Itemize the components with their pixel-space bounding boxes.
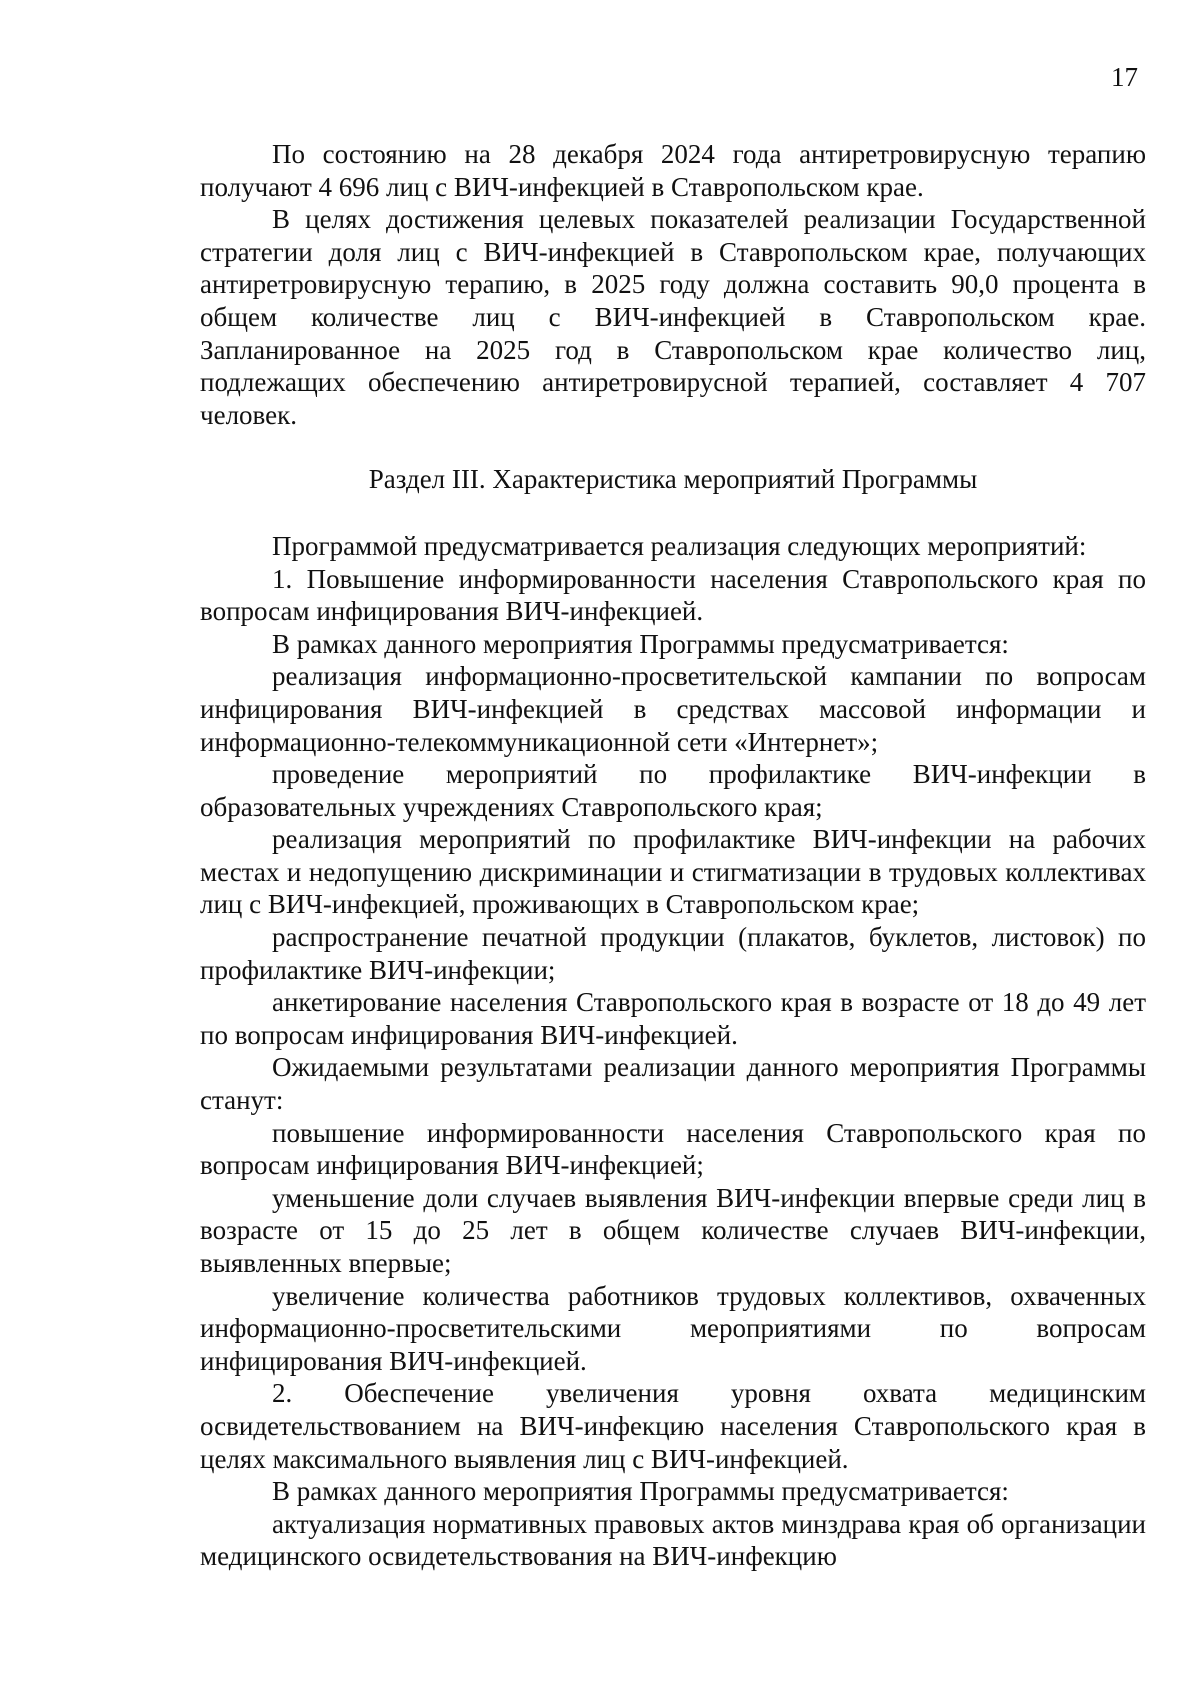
paragraph: В рамках данного мероприятия Программы предусматривается:: [272, 1476, 1009, 1507]
paragraph: Программой предусматривается реализация следующих мероприятий:: [272, 530, 1087, 561]
paragraph: актуализация нормативных правовых актов минздрава края об организации медицинского освидетельствования на ВИЧ-инфекцию: [200, 1508, 1146, 1572]
paragraph: В рамках данного мероприятия Программы предусматривается:: [272, 628, 1009, 659]
paragraph: В целях достижения целевых показателей реализации Государственной стратегии доля лиц с ВИЧ-инфекцией в Ставропольском крае, получающих антиретровирусную терапию, в 2025 году должна составить 90,0 процента в общем количестве лиц с ВИЧ-инфекцией в Ставропольском крае. Запланированное на 2025 год в Ставропольском крае количество лиц, подлежащих обеспечению антиретровирусной терапией, составляет 4 707 человек.: [200, 204, 1146, 430]
paragraph: 2. Обеспечение увеличения уровня охвата медицинским освидетельствованием на ВИЧ-инфекцию населения Ставропольского края в целях максимального выявления лиц с ВИЧ-инфекцией.: [200, 1378, 1146, 1474]
paragraph: проведение мероприятий по профилактике ВИЧ-инфекции в образовательных учреждениях Ставропольского края;: [200, 759, 1146, 822]
paragraph: увеличение количества работников трудовых коллективов, охваченных информационно-просветительскими мероприятиями по вопросам инфицирования ВИЧ-инфекцией.: [200, 1280, 1146, 1376]
paragraph: повышение информированности населения Ставропольского края по вопросам инфицирования ВИЧ-инфекцией;: [200, 1117, 1146, 1181]
paragraph: реализация информационно-просветительской кампании по вопросам инфицирования ВИЧ-инфекцией в средствах массовой информации и информационно-телекоммуникационной сети «Интернет»;: [200, 661, 1146, 757]
paragraph: По состоянию на 28 декабря 2024 года антиретровирусную терапию получают 4 696 лиц с ВИЧ-инфекцией в Ставропольском крае.: [200, 139, 1146, 202]
section-heading: Раздел III. Характеристика мероприятий Программы: [368, 464, 978, 495]
paragraph: Ожидаемыми результатами реализации данного мероприятия Программы станут:: [200, 1052, 1146, 1116]
document-body: [200, 138, 1146, 1573]
paragraph: распространение печатной продукции (плакатов, буклетов, листовок) по профилактике ВИЧ-инфекции;: [200, 922, 1146, 985]
page-number: 17: [1111, 62, 1138, 92]
paragraph: уменьшение доли случаев выявления ВИЧ-инфекции впервые среди лиц в возрасте от 15 до 25 лет в общем количестве случаев ВИЧ-инфекции, выявленных впервые;: [200, 1182, 1146, 1278]
paragraph: реализация мероприятий по профилактике ВИЧ-инфекции на рабочих местах и недопущению дискриминации и стигматизации в трудовых коллективах лиц с ВИЧ-инфекцией, проживающих в Ставропольском крае;: [200, 824, 1146, 920]
paragraph: анкетирование населения Ставропольского края в возрасте от 18 до 49 лет по вопросам инфицирования ВИЧ-инфекцией.: [200, 987, 1146, 1050]
paragraph: 1. Повышение информированности населения Ставропольского края по вопросам инфицирования ВИЧ-инфекцией.: [200, 563, 1146, 627]
